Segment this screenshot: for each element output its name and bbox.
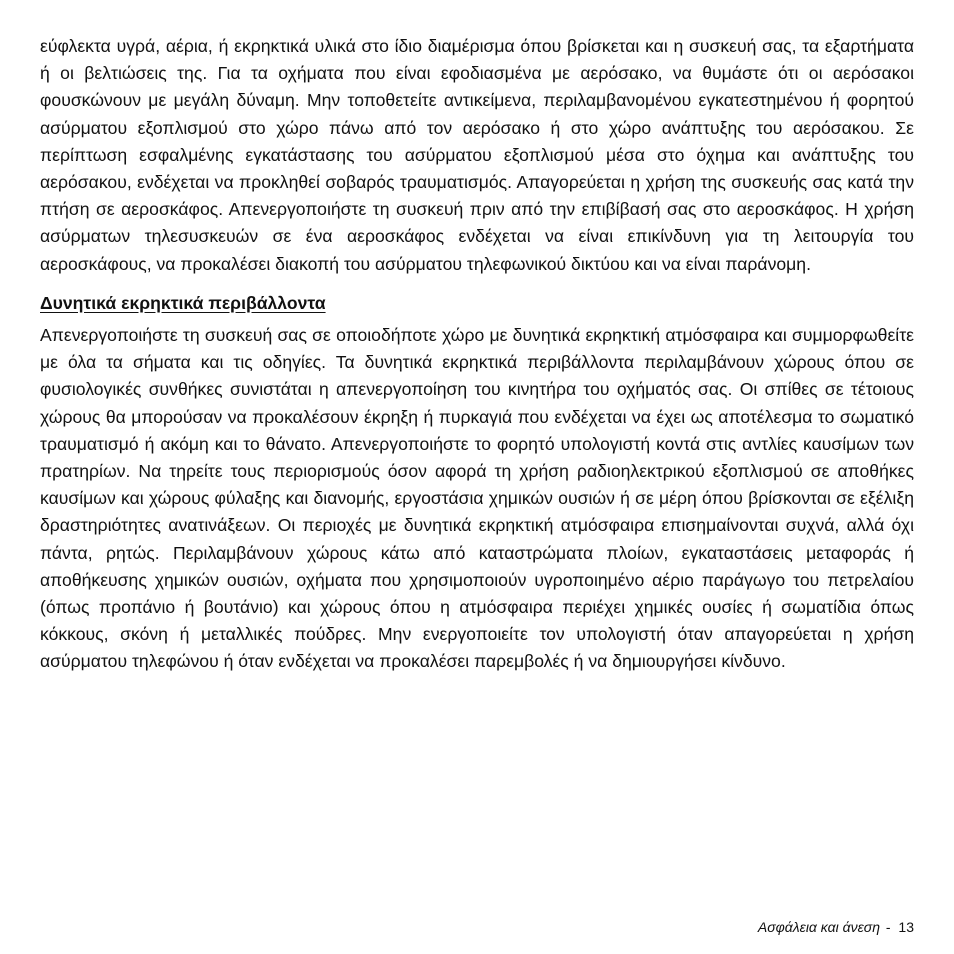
intro-paragraph: εύφλεκτα υγρά, αέρια, ή εκρηκτικά υλικά στο ίδιο διαμέρισμα όπου βρίσκεται και η συσκευή σας, τα εξαρτήματα ή οι βελτιώσεις της. Για τα οχήματα που είναι εφοδιασμένα με αερόσακο, να θυμάστε ότι οι αερόσακοι φουσκώνουν με μεγάλη δύναμη. Μην τοποθετείτε αντικείμενα, περιλαμβανομένου εγκατεστημένου ή φορητού ασύρματου εξοπλισμού στο χώρο πάνω από τον αερόσακο ή στο χώρο ανάπτυξης του αερόσακου. Σε περίπτωση εσφαλμένης εγκατάστασης του ασύρματου εξοπλισμού μέσα στο όχημα και ανάπτυξης του αερόσακου, ενδέχεται να προκληθεί σοβαρός τραυματισμός. Απαγορεύεται η χρήση της συσκευής σας κατά την πτήση σε αεροσκάφος. Απενεργοποιήστε τη συσκευή πριν από την επιβίβασή σας στο αεροσκάφος. Η χρήση ασύρματων τηλεσυσκευών σε ένα αεροσκάφος ενδέχεται να είναι επικίνδυνη για τη λειτουργία του αεροσκάφους, να προκαλέσει διακοπή του ασύρματου τηλεφωνικού δικτύου και να είναι παράνομη.	[40, 36, 914, 274]
page-number: 13	[898, 919, 914, 935]
section-paragraph: Απενεργοποιήστε τη συσκευή σας σε οποιοδήποτε χώρο με δυνητικά εκρηκτική ατμόσφαιρα και συμμορφωθείτε με όλα τα σήματα και τις οδηγίες. Τα δυνητικά εκρηκτικά περιβάλλοντα περιλαμβάνουν χώρους όπου σε φυσιολογικές συνθήκες συνιστάται η απενεργοποίηση του κινητήρα του οχήματός σας. Οι σπίθες σε τέτοιους χώρους θα μπορούσαν να προκαλέσουν έκρηξη ή πυρκαγιά που ενδέχεται να έχει ως αποτέλεσμα το σωματικό τραυματισμό ή ακόμη και το θάνατο. Απενεργοποιήστε το φορητό υπολογιστή κοντά στις αντλίες καυσίμων των πρατηρίων. Να τηρείτε τους περιορισμούς όσον αφορά τη χρήση ραδιοηλεκτρικού εξοπλισμού σε αποθήκες καυσίμων και χώρους φύλαξης και διανομής, εργοστάσια χημικών ουσιών ή σε μέρη όπου βρίσκονται σε εξέλιξη δραστηριότητες ανατινάξεων. Οι περιοχές με δυνητικά εκρηκτική ατμόσφαιρα επισημαίνονται συχνά, αλλά όχι πάντα, ρητώς. Περιλαμβάνουν χώρους κάτω από καταστρώματα πλοίων, εγκαταστάσεις μεταφοράς ή αποθήκευσης χημικών ουσιών, οχήματα που χρησιμοποιούν υγροποιημένο αέριο παράγωγο του πετρελαίου (όπως προπάνιο ή βουτάνιο) και χώρους όπου η ατμόσφαιρα περιέχει χημικές ουσίες ή σωματίδια όπως κόκκους, σκόνη ή μεταλλικές πούδρες. Μην ενεργοποιείτε τον υπολογιστή όταν απαγορεύεται η χρήση ασύρματου τηλεφώνου ή όταν ενδέχεται να προκαλέσει παρεμβολές ή να δημιουργήσει κίνδυνο.	[40, 325, 914, 672]
footer-separator: -	[885, 919, 891, 935]
page-footer	[758, 917, 914, 937]
footer-section-label: Ασφάλεια και άνεση	[757, 919, 880, 935]
page-body	[40, 33, 914, 676]
section-heading: Δυνητικά εκρηκτικά περιβάλλοντα	[40, 292, 326, 313]
